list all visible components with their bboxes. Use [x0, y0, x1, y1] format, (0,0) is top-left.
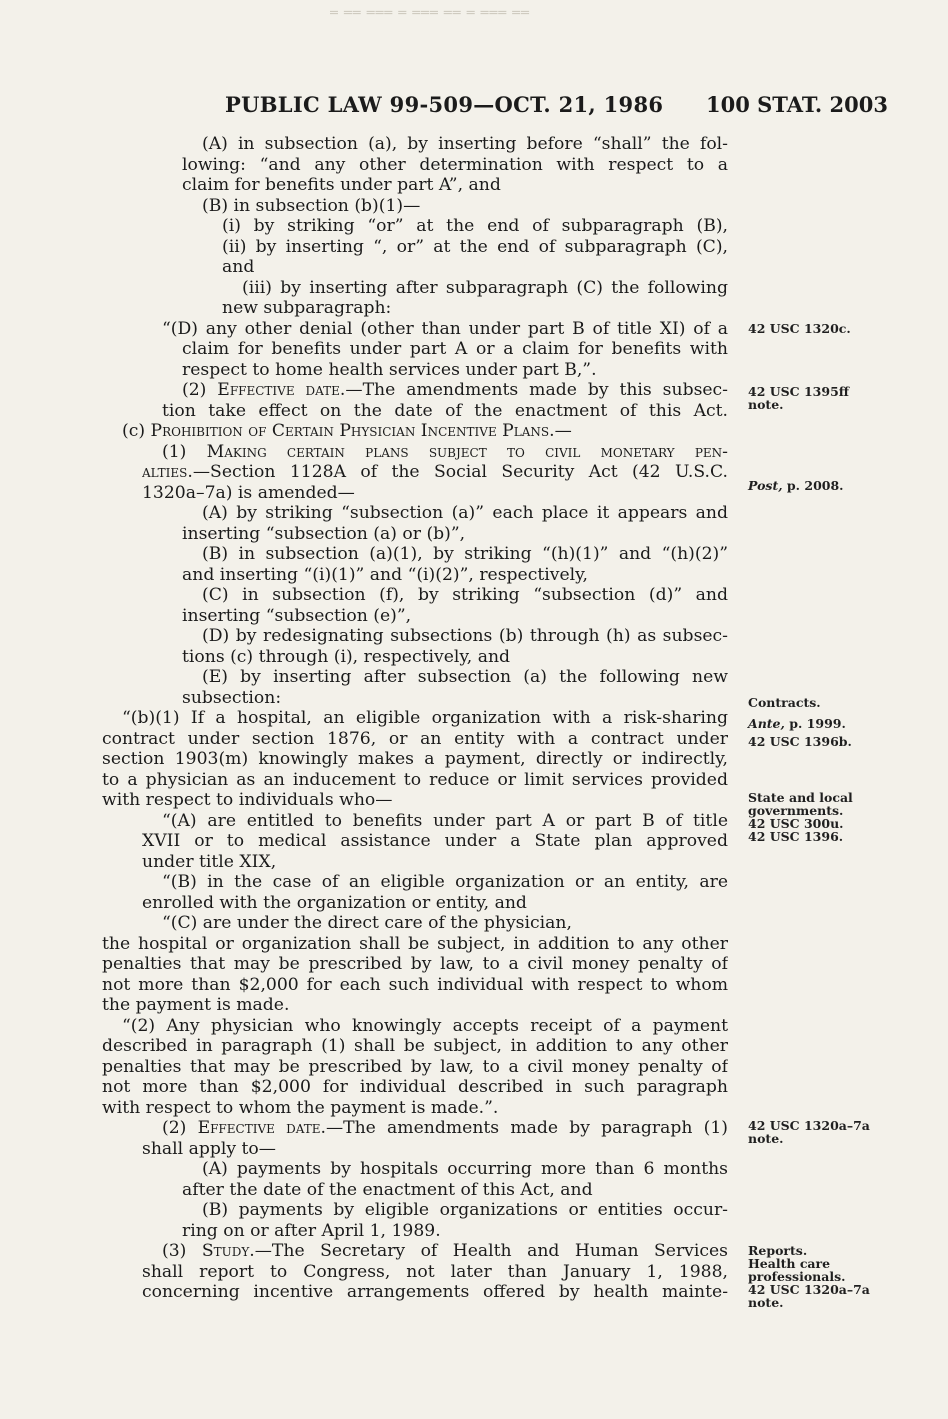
text-line: ring on or after April 1, 1989. [182, 1221, 441, 1241]
text-line: “(A) are entitled to benefits under part A or part B of title [162, 811, 728, 831]
text-line: lowing: “and any other determination with respect to a [182, 155, 728, 175]
text-line: with respect to individuals who— [102, 790, 393, 810]
text-line: (ii) by inserting “, or” at the end of subparagraph (C), [222, 237, 728, 257]
margin-note: 42 USC 1320c. [748, 321, 851, 336]
text-line: not more than $2,000 for individual described in such paragraph [102, 1077, 728, 1097]
text-line: “(2) Any physician who knowingly accepts receipt of a payment [122, 1016, 728, 1036]
text-line: claim for benefits under part A or a claim for benefits with [182, 339, 728, 359]
text-line: (A) payments by hospitals occurring more than 6 months [202, 1159, 728, 1179]
margin-note: 42 USC 1395ff note. [748, 384, 850, 412]
text-line: under title XIX, [142, 852, 277, 872]
text-line: (A) in subsection (a), by inserting before “shall” the fol- [202, 134, 728, 154]
text-line: (A) by striking “subsection (a)” each place it appears and [202, 503, 728, 523]
text-line: shall apply to— [142, 1139, 276, 1159]
text-line: (D) by redesignating subsections (b) through (h) as subsec- [202, 626, 728, 646]
text-line: section 1903(m) knowingly makes a payment, directly or indirectly, [102, 749, 728, 769]
text-line: not more than $2,000 for each such individual with respect to whom [102, 975, 728, 995]
margin-note: Contracts. [748, 695, 821, 710]
text-line: “(B) in the case of an eligible organization or an entity, are [162, 872, 728, 892]
text-line: respect to home health services under part B,”. [182, 360, 597, 380]
text-line: (c) Prohibition of Certain Physician Incentive Plans.— [122, 421, 572, 441]
text-line: “(C) are under the direct care of the physician, [162, 913, 572, 933]
text-line: (C) in subsection (f), by striking “subsection (d)” and [202, 585, 728, 605]
margin-note: State and local governments. 42 USC 300u. 42 USC 1396. [748, 790, 853, 844]
text-line: the hospital or organization shall be subject, in addition to any other [102, 934, 728, 954]
text-line: inserting “subsection (a) or (b)”, [182, 524, 466, 544]
text-line: (2) Effective date.—The amendments made by this subsec- [182, 380, 728, 400]
text-line: to a physician as an inducement to reduce or limit services provided [102, 770, 728, 790]
text-line: (B) in subsection (a)(1), by striking “(h)(1)” and “(h)(2)” [202, 544, 728, 564]
text-line: tion take effect on the date of the enactment of this Act. [162, 401, 728, 421]
text-line: subsection: [182, 688, 282, 708]
margin-note: Reports. Health care professionals. 42 USC 1320a–7a note. [748, 1243, 870, 1310]
text-line: 1320a–7a) is amended— [142, 483, 355, 503]
text-line: and inserting “(i)(1)” and “(i)(2)”, respectively, [182, 565, 589, 585]
text-line: “(b)(1) If a hospital, an eligible organization with a risk-sharing [122, 708, 728, 728]
text-line: concerning incentive arrangements offered by health mainte- [142, 1282, 728, 1302]
bleed-through-text: ═ ══ ═══ ═ ═══ ══ ═ ═══ ══ [330, 6, 530, 21]
text-line: (B) payments by eligible organizations or entities occur- [202, 1200, 728, 1220]
text-line: enrolled with the organization or entity, and [142, 893, 527, 913]
text-line: (3) Study.—The Secretary of Health and Human Services [162, 1241, 728, 1261]
text-line: shall report to Congress, not later than January 1, 1988, [142, 1262, 728, 1282]
text-line: new subparagraph: [222, 298, 392, 318]
page-title: PUBLIC LAW 99-509—OCT. 21, 1986 [225, 92, 664, 117]
statute-page-number: 100 STAT. 2003 [706, 92, 888, 117]
text-line: (B) in subsection (b)(1)— [202, 196, 421, 216]
text-line: inserting “subsection (e)”, [182, 606, 412, 626]
text-line: (2) Effective date.—The amendments made by paragraph (1) [162, 1118, 728, 1138]
text-line: “(D) any other denial (other than under part B of title XI) of a [162, 319, 728, 339]
margin-note: 42 USC 1396b. [748, 734, 852, 749]
text-line: tions (c) through (i), respectively, and [182, 647, 511, 667]
text-line: alties.—Section 1128A of the Social Security Act (42 U.S.C. [142, 462, 728, 482]
text-line: claim for benefits under part A”, and [182, 175, 501, 195]
text-line: and [222, 257, 255, 277]
text-line: described in paragraph (1) shall be subject, in addition to any other [102, 1036, 728, 1056]
text-line: the payment is made. [102, 995, 290, 1015]
page-header [0, 92, 948, 122]
text-line: (E) by inserting after subsection (a) the following new [202, 667, 728, 687]
text-line: (iii) by inserting after subparagraph (C) the following [242, 278, 728, 298]
text-line: penalties that may be prescribed by law, to a civil money penalty of [102, 954, 728, 974]
margin-note: Post, p. 2008. [748, 478, 844, 493]
margin-note: Ante, p. 1999. [748, 716, 846, 731]
text-line: (i) by striking “or” at the end of subparagraph (B), [222, 216, 728, 236]
text-line: XVII or to medical assistance under a State plan approved [142, 831, 728, 851]
text-line: with respect to whom the payment is made.”. [102, 1098, 499, 1118]
margin-note: 42 USC 1320a–7a note. [748, 1118, 870, 1146]
text-line: after the date of the enactment of this Act, and [182, 1180, 593, 1200]
text-line: penalties that may be prescribed by law, to a civil money penalty of [102, 1057, 728, 1077]
text-line: contract under section 1876, or an entity with a contract under [102, 729, 728, 749]
text-line: (1) Making certain plans subject to civil monetary pen- [162, 442, 728, 462]
